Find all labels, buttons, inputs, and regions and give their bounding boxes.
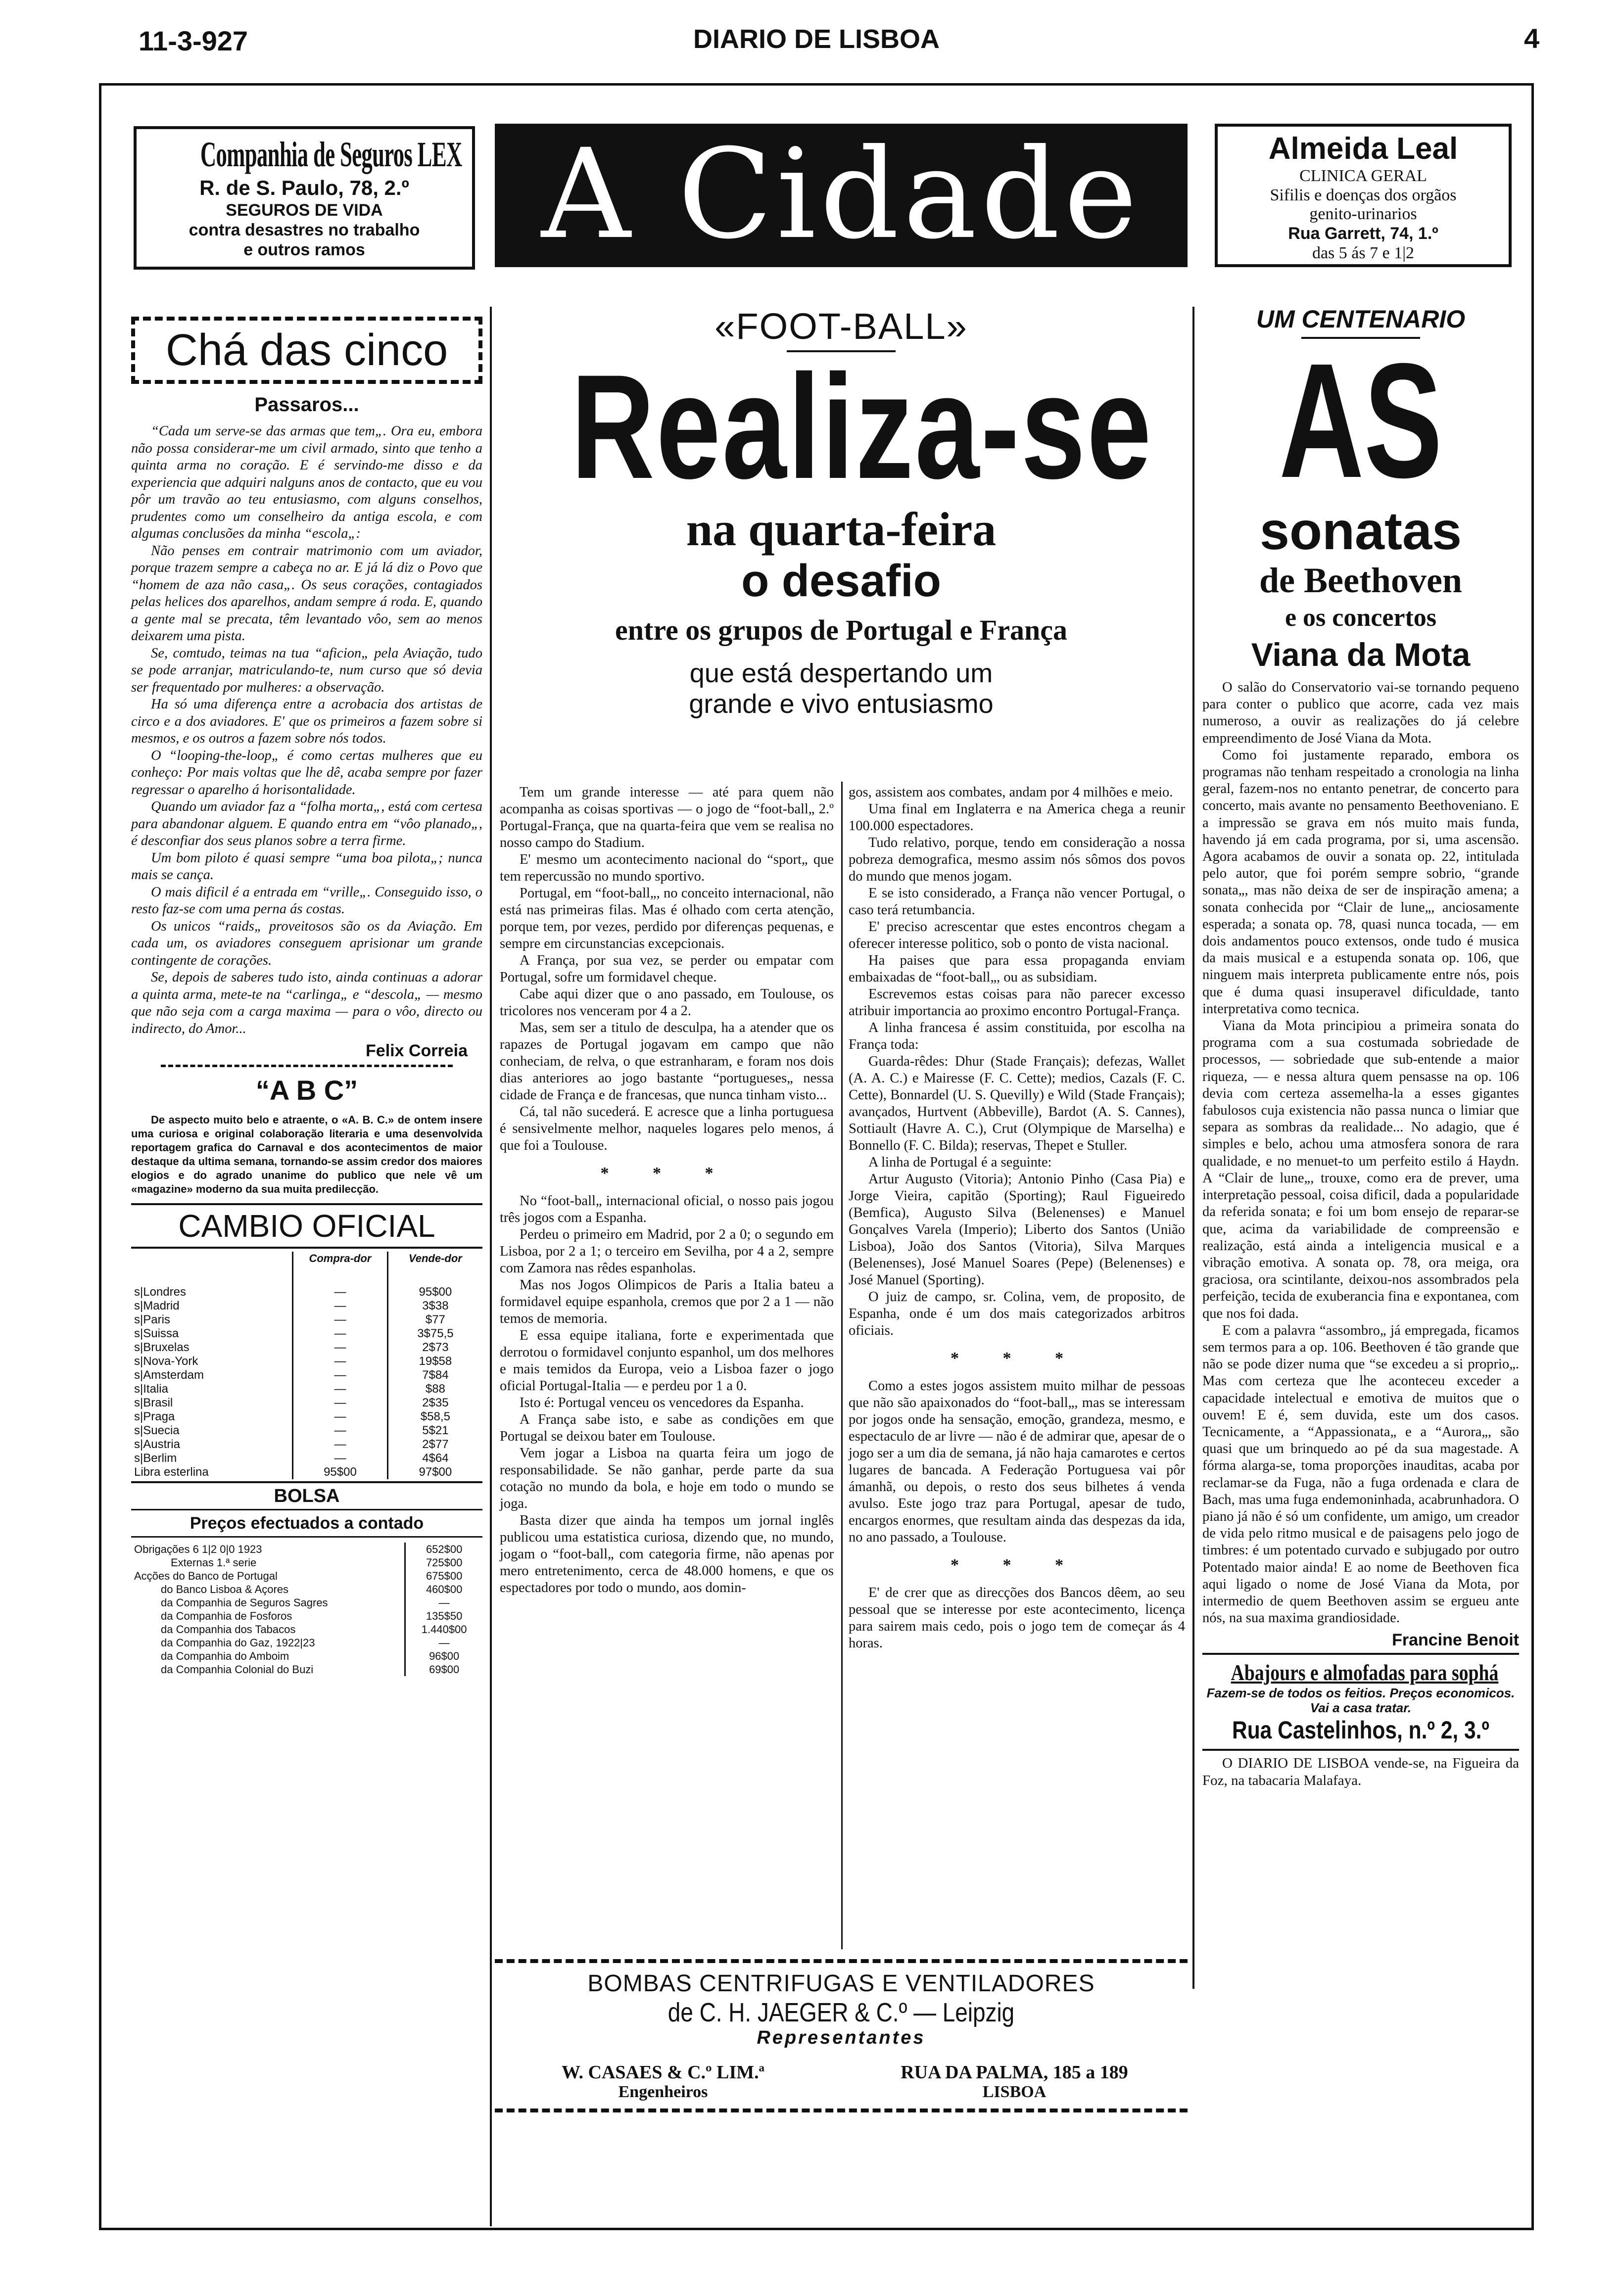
football-header xyxy=(495,307,1188,719)
ad-almeida-box xyxy=(1215,124,1512,267)
cambio-vende: 3$38 xyxy=(387,1299,482,1313)
cambio-compra: — xyxy=(293,1355,388,1368)
sonatas-line: e os concertos xyxy=(1285,604,1437,632)
cambio-label: s|Amsterdam xyxy=(134,1368,204,1382)
ad-bombas-city: LISBOA xyxy=(982,2083,1047,2101)
cambio-label: s|Austria xyxy=(134,1438,180,1451)
cambio-compra: — xyxy=(293,1299,388,1313)
table-row xyxy=(131,1285,482,1299)
left-column xyxy=(131,317,482,1676)
ad-lex-address: R. de S. Paulo, 78, 2.º xyxy=(199,176,409,199)
cambio-vende: 19$58 xyxy=(387,1355,482,1368)
football-deck: que está despertando um xyxy=(689,658,993,688)
bolsa-label: da Companhia de Fosforos xyxy=(161,1610,292,1622)
cambio-label: s|Suissa xyxy=(134,1327,179,1340)
paragraph: A linha francesa é assim constituida, por escolha na França toda: xyxy=(849,1020,1185,1052)
cambio-label: s|Madrid xyxy=(134,1299,180,1312)
bolsa-label: Obrigações 6 1|2 0|0 1923 xyxy=(134,1543,262,1555)
sonatas-body xyxy=(1202,679,1519,1627)
paragraph: Os unicos “raids„ proveitosos são os da Aviação. Em cada um, os aviadores conseguem aprisionar um grande contingente de corações. xyxy=(131,918,482,968)
paragraph: Portugal, em “foot-ball„, no conceito internacional, não está nas primeiras filas. Mas é olhado com certa atenção, porque tem, por vezes, perdido por diferenças pequenas, e sempre em circunstancias excepcionais. xyxy=(500,886,834,951)
cambio-compra: — xyxy=(293,1368,388,1382)
paragraph: A linha de Portugal é a seguinte: xyxy=(868,1155,1052,1170)
paragraph: Viana da Mota principiou a primeira sonata do programa com a sua costumada sobriedade de processos, — sobriedade que sub-entende a maior riqueza, — e nessa altura quem pensasse na op. 106 devia com certeza assemelha-la a esses gigantes fabulosos cuja existencia não passa nunca o limiar que separa as sombras da realidade... No adagio, que é simples e belo, achou uma atmosfera sonora de rara qualidade, e no menuet-to um perfeito estilo á Haydn. A “Clair de lune„, trouxe, como era de prever, uma interpretação pessoal, coisa dificil, dada a popularidade da referida sonata; e foi um bom ensejo de reparar-se que, acima da variabilidade de compreensão e realização, está ainda a inteligencia musical e a vibração emotiva. A sonata op. 78, ora meiga, ora graciosa, ora scintilante, deixou-nos assombrados pela perfeição, tecida de exuberancia fina e expontanea, com que nos foi dada. xyxy=(1202,1018,1519,1321)
cha-subtitle: Passaros... xyxy=(254,394,359,416)
bolsa-label: Externas 1.ª serie xyxy=(171,1556,257,1569)
cambio-compra: — xyxy=(293,1382,388,1396)
bolsa-label: da Companhia dos Tabacos xyxy=(161,1623,296,1636)
ad-bombas-right xyxy=(861,2062,1168,2102)
paragraph: gos, assistem aos combates, andam por 4 milhões e meio. xyxy=(849,785,1173,800)
section-title: A Cidade xyxy=(541,122,1142,266)
bolsa-value: 675$00 xyxy=(405,1569,482,1583)
table-row xyxy=(131,1636,482,1649)
football-headline: Realiza-se xyxy=(571,343,1153,510)
cambio-compra: — xyxy=(293,1285,388,1299)
paragraph: Se, comtudo, teimas na tua “aficion„ pela Aviação, tudo se pode arranjar, matriculando-te, num curso que só devia ser frequentado por mulheres: a observação. xyxy=(131,645,482,695)
divider xyxy=(1202,1749,1519,1751)
paragraph: A França sabe isto, e sabe as condições em que Portugal se deixou bater em Toulouse. xyxy=(500,1412,834,1444)
football-kicker: «FOOT-BALL» xyxy=(714,306,968,347)
bolsa-label: da Companhia Colonial do Buzi xyxy=(161,1663,314,1676)
bolsa-label: da Companhia do Gaz, 1922|23 xyxy=(161,1637,315,1649)
cambio-compra: — xyxy=(293,1327,388,1341)
paragraph: Guarda-rêdes: Dhur (Stade Français); defezas, Wallet (A. A. C.) e Mairesse (F. C. Cette); medios, Cazals (F. C. Cette), Bonnardel (U. S. Quevilly) e Wild (Stade Français); avançados, Hurtvent (Abbeville), Bardot (A. S. Cannes), Sottiault (Havre A. C.), Crut (Olympique de Marselha) e Bonnello (F. C. Bilda); reservas, Thepet e Stuller. xyxy=(849,1054,1185,1153)
divider xyxy=(131,1203,482,1205)
cambio-label: Libra esterlina xyxy=(134,1465,209,1479)
cambio-label: s|Bruxelas xyxy=(134,1341,190,1354)
paragraph: Quando um aviador faz a “folha morta„, está com certesa para abandonar alguem. E quando entra em “vôo planado„, é desconfiar dos seus planos sobre a terra firme. xyxy=(131,799,482,848)
abajours-title: Abajours e almofadas para sophá xyxy=(1231,1660,1499,1686)
ad-lex-line: SEGUROS DE VIDA xyxy=(226,201,383,220)
cambio-label: s|Italia xyxy=(134,1382,168,1396)
paragraph: E com a palavra “assombro„ já empregada, ficamos sem termos para a op. 106. Beethoven é tão grande que não se pode dizer numa que “se excedeu a si proprio„. Mas com certeza que lhe aconteceu exceder a capacidade intelectual e emotiva de muitos que o ouvem! E é, sem duvida, este um dos casos. Tecnicamente, a “Appassionata„ e a “Aurora„, são quasi que um brinquedo ao pé da sua magestade. A fórma alarga-se, toma proporções inauditas, acaba por reclamar-se da Fuga, não a fuga ordenada e clara de Bach, mas uma fuga endemoninhada, acabrunhadora. O piano já não é só um confidente, um amigo, um creador de vida pelo ritmo musical e de paisagens pelo jogo de timbres: é um potentado curvado e subjugado por outro Potentado maior ainda! E ao nome de Beethoven fica aqui ligado o nome de José Viana da Mota, por intermedio de quem Beethoven assim se ergueu ante nós, na sua maxima grandiosidade. xyxy=(1202,1322,1519,1626)
paragraph: Tudo relativo, porque, tendo em consideração a nossa pobreza demografica, mesmo assim nós sômos dos povos do mundo que menos jogam. xyxy=(849,835,1185,884)
paragraph: Isto é: Portugal venceu os vencedores da Espanha. xyxy=(520,1395,804,1410)
table-row xyxy=(131,1355,482,1368)
sonatas-line: de Beethoven xyxy=(1259,561,1462,600)
column-rule xyxy=(490,307,492,2226)
cambio-compra: 95$00 xyxy=(293,1465,388,1479)
bolsa-value: 652$00 xyxy=(405,1543,482,1556)
ad-bombas-company: W. CASAES & C.º LIM.ª xyxy=(562,2062,764,2083)
column-rule xyxy=(841,782,843,1949)
cambio-col-compra: Compra-dor xyxy=(293,1252,388,1265)
sonatas-line: sonatas xyxy=(1259,501,1462,561)
ad-almeida-line: CLINICA GERAL xyxy=(1299,167,1427,185)
bolsa-table xyxy=(131,1543,482,1676)
abc-title: “A B C” xyxy=(255,1075,358,1106)
football-column-a xyxy=(500,784,834,1596)
paragraph: O salão do Conservatorio vai-se tornando pequeno para conter o publico que acorre, cada vez mais numeroso, a ouvir as realizações do já celebre empreendimento de José Viana da Mota. xyxy=(1202,680,1519,746)
table-row xyxy=(131,1623,482,1636)
sonatas-line: Viana da Mota xyxy=(1251,636,1471,673)
paragraph: Ha paises que para essa propaganda enviam embaixadas de “foot-ball„, ou as subsidiam. xyxy=(849,953,1185,985)
bolsa-value: 725$00 xyxy=(405,1556,482,1569)
paragraph: Cabe aqui dizer que o ano passado, em Toulouse, os tricolores nos venceram por 4 a 2. xyxy=(500,986,834,1019)
newspaper-masthead: DIARIO DE LISBOA xyxy=(693,24,940,54)
cambio-table xyxy=(131,1252,482,1479)
paragraph: Cá, tal não sucederá. E acresce que a linha portuguesa é sensivelmente melhor, naqueles logares pelo menos, á que foi a Toulouse. xyxy=(500,1104,834,1153)
ad-almeida-line: Sifilis e doenças dos orgãos xyxy=(1270,186,1457,204)
ad-almeida-line: Rua Garrett, 74, 1.º xyxy=(1288,224,1438,243)
ad-lex-name: Companhia de Seguros LEX xyxy=(200,135,462,174)
bolsa-value: 135$50 xyxy=(405,1609,482,1623)
bolsa-value: 1.440$00 xyxy=(405,1623,482,1636)
ad-lex-line: contra desastres no trabalho xyxy=(189,221,420,239)
abc-text: De aspecto muito belo e atraente, o «A. B. C.» de ontem insere uma curiosa e original colaboração literaria e uma desenvolvida reportagem grafica do Carnaval e dos acontecimentos de maior destaque da ultima semana, tornando-se assim credor dos maiores elogios e do agrado unanime do publico que nele vê um «magazine» moderno da sua muita predilecção. xyxy=(131,1114,482,1195)
divider xyxy=(161,1065,453,1067)
cambio-compra: — xyxy=(293,1410,388,1424)
cha-signature: Felix Correia xyxy=(366,1041,468,1060)
section-stars: * * * xyxy=(951,1349,1083,1367)
table-row xyxy=(131,1569,482,1583)
bolsa-value: — xyxy=(405,1596,482,1609)
ad-bombas-company-sub: Engenheiros xyxy=(618,2083,708,2101)
abajours-line: Fazem-se de todos os feitios. Preços economicos. Vai a casa tratar. xyxy=(1206,1686,1515,1716)
table-row xyxy=(131,1465,482,1479)
divider xyxy=(131,1536,482,1538)
table-row xyxy=(131,1609,482,1623)
bolsa-title: BOLSA xyxy=(274,1486,340,1506)
cambio-col-vende: Vende-dor xyxy=(387,1252,482,1265)
paragraph: Tem um grande interesse — até para quem não acompanha as coisas sportivas — o jogo de “foot-ball„ 2.º Portugal-França, que na quarta-feira que vem se realisa no nosso campo do Stadium. xyxy=(500,785,834,850)
cambio-vende: $77 xyxy=(387,1313,482,1327)
cambio-vende: 2$73 xyxy=(387,1341,482,1355)
table-row xyxy=(131,1396,482,1410)
ad-almeida-line: das 5 ás 7 e 1|2 xyxy=(1312,244,1415,262)
cambio-compra: — xyxy=(293,1424,388,1438)
football-deck: na quarta-feira xyxy=(686,503,997,556)
cambio-vende: 4$64 xyxy=(387,1452,482,1465)
page-number: 4 xyxy=(1524,23,1540,54)
foz-notice: O DIARIO DE LISBOA vende-se, na Figueira da Foz, na tabacaria Malafaya. xyxy=(1202,1755,1519,1789)
table-row xyxy=(131,1452,482,1465)
bolsa-value: — xyxy=(405,1636,482,1649)
paragraph: Como a estes jogos assistem muito milhar de pessoas que não são apaixonados do “foot-ball„, mas se interessam por jogos onde ha sensação, emoção, grandeza, mesmo, e espectaculo de ar livre — não é de admirar que, apesar de o jogo ser a um dia de semana, já não haja camarotes e certos lugares de bancada. A Federação Portuguesa vai pôr ámanhã, ou depois, o resto dos seus bilhetes á venda avulso. Este jogo traz para Portugal, apesar de tudo, encargos enormes, que resultam ainda das despezas da ida, no ano passado, a Toulouse. xyxy=(849,1378,1185,1545)
ad-lex-line: e outros ramos xyxy=(243,240,365,259)
sonatas-signature: Francine Benoit xyxy=(1392,1631,1519,1650)
cambio-vende: 95$00 xyxy=(387,1285,482,1299)
paragraph: O mais dificil é a entrada em “vrille„. Conseguido isso, o resto faz-se com uma perna ás costas. xyxy=(131,884,482,917)
divider xyxy=(1202,1653,1519,1655)
paragraph: Se, depois de saberes tudo isto, ainda continuas a adorar a quinta arma, mete-te na “carlinga„ e “descola„ — mesmo que não seja com a carga maxima — para o vôo, directo ou indirecto, do Amor... xyxy=(131,970,482,1036)
paragraph: Mas, sem ser a titulo de desculpa, ha a atender que os rapazes de Portugal jogavam em campo que não conheciam, de relva, o que estranharam, e foram nos dois dias anteriores ao jogo bastante “portugueses„ nessa cidade de França e de francesas, que nunca tinham visto... xyxy=(500,1020,834,1103)
table-row xyxy=(131,1299,482,1313)
right-column xyxy=(1202,304,1519,1789)
football-deck: o desafio xyxy=(741,556,941,606)
cambio-label: s|Paris xyxy=(134,1313,170,1326)
paragraph: Como foi justamente reparado, embora os programas não tenham respeitado a cronologia na linha geral, fazem-nos no entanto penetrar, de concerto para concerto, mais avante no pensamento Beethoveniano. E a impressão se grava em nós muito mais funda, havendo já em cada programa, por si, uma ascensão. Agora acabamos de ouvir a sonata op. 22, intitulada pelo autor, que foi porém sempre sobrio, “grande sonata„, mas não deixa de ser de inspiração amena; a sonata conhecida por “Clair de lune„, anciosamente esperada; a sonata op. 78, quasi nunca tocada, — em dois andamentos pouco extensos, onde tudo é musica da mais musical e a estupenda sonata op. 106, que ninguem mais interpreta publicamente entre nós, pois que é duma quasi insuperavel dificuldade, tanto interpretativa como tecnica. xyxy=(1202,747,1519,1017)
table-row xyxy=(131,1596,482,1609)
cambio-vende: 97$00 xyxy=(387,1465,482,1479)
cambio-compra: — xyxy=(293,1396,388,1410)
section-stars: * * * xyxy=(951,1556,1083,1574)
table-row xyxy=(131,1368,482,1382)
paragraph: Ha só uma diferença entre a acrobacia dos artistas de circo e a dos aviadores. E' que os primeiros a fazem sobre si mesmos, e os outros a fazem sobre nós todos. xyxy=(131,697,482,746)
cambio-title: CAMBIO OFICIAL xyxy=(178,1208,435,1244)
cambio-vende: 5$21 xyxy=(387,1424,482,1438)
paragraph: Mas nos Jogos Olimpicos de Paris a Italia bateu a formidavel equipe espanhola, cremos que por 2 a 1 — não temos de memoria. xyxy=(500,1277,834,1326)
bolsa-label: da Companhia do Amboim xyxy=(161,1650,289,1662)
ad-bombas-address: RUA DA PALMA, 185 a 189 xyxy=(901,2062,1128,2083)
paragraph: E' de crer que as direcções dos Bancos dêem, ao seu pessoal que se interesse por este acontecimento, licença para sairem mais cedo, pois o jogo tem de começar ás 4 horas. xyxy=(849,1585,1185,1651)
bolsa-value: 69$00 xyxy=(405,1663,482,1676)
cambio-header-row xyxy=(131,1252,482,1265)
column-rule xyxy=(1192,307,1194,1989)
cambio-label: s|Berlim xyxy=(134,1452,177,1465)
section-stars: * * * xyxy=(600,1164,733,1182)
ad-bombas-line: Representantes xyxy=(757,2027,926,2048)
divider xyxy=(131,1247,482,1249)
section-banner xyxy=(495,124,1188,267)
table-row xyxy=(131,1341,482,1355)
table-row xyxy=(131,1438,482,1452)
bolsa-subtitle: Preços efectuados a contado xyxy=(190,1514,424,1533)
paragraph: O “looping-the-loop„ é como certas mulheres que eu conheço: Por mais voltas que lhe dê, acaba sempre por fazer regressar o aparelho á horisontalidade. xyxy=(131,748,482,797)
bolsa-label: Acções do Banco de Portugal xyxy=(134,1570,278,1582)
paragraph: E se isto considerado, a França não vencer Portugal, o caso terá retumbancia. xyxy=(849,886,1185,918)
football-deck: grande e vivo entusiasmo xyxy=(689,689,994,719)
table-row xyxy=(131,1313,482,1327)
paragraph: E' mesmo um acontecimento nacional do “sport„ que tem repercussão no mundo sportivo. xyxy=(500,852,834,884)
ad-bombas-left xyxy=(524,2062,802,2102)
cambio-label: s|Praga xyxy=(134,1410,175,1423)
sonatas-big: AS xyxy=(1279,329,1443,512)
cambio-vende: $58,5 xyxy=(387,1410,482,1424)
cambio-vende: 7$84 xyxy=(387,1368,482,1382)
cambio-vende: 2$77 xyxy=(387,1438,482,1452)
cambio-label: s|Nova-York xyxy=(134,1355,198,1368)
football-column-b xyxy=(849,784,1185,1652)
football-deck: entre os grupos de Portugal e França xyxy=(615,614,1067,646)
table-row xyxy=(131,1327,482,1341)
cambio-label: s|Londres xyxy=(134,1285,186,1299)
paragraph: Artur Augusto (Vitoria); Antonio Pinho (Casa Pia) e Jorge Vieira, capitão (Sporting); Raul Figueiredo (Bemfica), Augusto Silva (Belenenses) e Manuel Gonçalves Varela (Imperio); Liberto dos Santos (União Lisboa), João dos Santos (Vitoria), Silva Marques (Belenenses), José Manuel Soares (Pepe) (Belenenses) e José Manuel (Sporting). xyxy=(849,1171,1185,1288)
paragraph: Uma final em Inglaterra e na America chega a reunir 100.000 espectadores. xyxy=(849,801,1185,834)
cambio-label: s|Suecia xyxy=(134,1424,180,1437)
table-row xyxy=(131,1424,482,1438)
cha-title: Chá das cinco xyxy=(165,326,448,375)
ad-bombas-line: BOMBAS CENTRIFUGAS E VENTILADORES xyxy=(587,1970,1095,1997)
paragraph: Basta dizer que ainda ha tempos um jornal inglês publicou uma estatistica curiosa, dizendo que, no mundo, jogam o “foot-ball„ com categoria firme, não apenas por mero entretenimento, cerca de 48.000 homens, e que os espectadores por todo o mundo, aos domin- xyxy=(500,1513,834,1595)
issue-date: 11-3-927 xyxy=(139,25,248,56)
table-row xyxy=(131,1410,482,1424)
table-row xyxy=(131,1583,482,1596)
cha-body xyxy=(131,423,482,1037)
paragraph: Vem jogar a Lisboa na quarta feira um jogo de responsabilidade. Se não ganhar, perde parte da sua cotação no mundo da bola, e hoje em todo o mundo se joga. xyxy=(500,1446,834,1511)
cambio-vende: 2$35 xyxy=(387,1396,482,1410)
sonatas-kicker: UM CENTENARIO xyxy=(1256,305,1466,333)
paragraph: E essa equipe italiana, forte e experimentada que derrotou o formidavel conjunto espanhol, um dos melhores e mais temidos da Europa, veio a Lisboa fazer o jogo oficial Portugal-Italia — e perdeu por 1 a 0. xyxy=(500,1328,834,1394)
divider xyxy=(131,1481,482,1483)
cambio-vende: 3$75,5 xyxy=(387,1327,482,1341)
paragraph: E' preciso acrescentar que estes encontros chegam a oferecer interesse politico, sob o ponto de vista nacional. xyxy=(849,919,1185,951)
bolsa-label: do Banco Lisboa & Açores xyxy=(161,1583,289,1595)
paragraph: Escrevemos estas coisas para não parecer excesso atribuir importancia ao proximo encontro Portugal-França. xyxy=(849,986,1185,1019)
paragraph: O juiz de campo, sr. Colina, vem, de proposito, de Espanha, onde é um dos mais categorizados arbitros oficiais. xyxy=(849,1289,1185,1338)
paragraph: Não penses em contrair matrimonio com um aviador, porque trazem sempre a cabeça no ar. E já lá diz o Povo que “homem de aza não casa„. Os seus corações, contagiados pelas helices dos aparelhos, andam sempre á roda. E, quando a gente mal se precata, têm levantado vôo, sem ao menos deixarem uma pista. xyxy=(131,543,482,644)
paragraph: Um bom piloto é quasi sempre “uma boa pilota„; nunca mais se cança. xyxy=(131,850,482,883)
bolsa-label: da Companhia de Seguros Sagres xyxy=(161,1596,328,1609)
ad-lex-box xyxy=(134,126,475,270)
ad-almeida-name: Almeida Leal xyxy=(1268,132,1458,166)
ad-bombas-line: de C. H. JAEGER & C.º — Leipzig xyxy=(667,1998,1015,2027)
paragraph: No “foot-ball„ internacional oficial, o nosso pais jogou três jogos com a Espanha. xyxy=(500,1193,834,1225)
cambio-vende: $88 xyxy=(387,1382,482,1396)
cambio-compra: — xyxy=(293,1452,388,1465)
paragraph: Perdeu o primeiro em Madrid, por 2 a 0; o segundo em Lisboa, por 2 a 1; o terceiro em Sevilha, por 4 a 2, sempre com Zamora nas rêdes espanholas. xyxy=(500,1227,834,1276)
ad-bombas-box xyxy=(495,1959,1188,2112)
paragraph: “Cada um serve-se das armas que tem„. Ora eu, embora não possa considerar-me um civil armado, sinto que tenho a quinta arma no coração. E é servindo-me disso e da experiencia que adquiri nalguns anos de contacto, que eu vou pôr um travão ao teu entusiasmo, com alguns conselhos, prudentes como um conselheiro da antiga escola, e com algumas conclusões da minha “escola„: xyxy=(131,423,482,541)
table-row xyxy=(131,1649,482,1663)
bolsa-value: 460$00 xyxy=(405,1583,482,1596)
cambio-compra: — xyxy=(293,1313,388,1327)
bolsa-value: 96$00 xyxy=(405,1649,482,1663)
table-row xyxy=(131,1382,482,1396)
abajours-address: Rua Castelinhos, n.º 2, 3.º xyxy=(1232,1716,1489,1744)
divider xyxy=(131,1509,482,1510)
table-row xyxy=(131,1556,482,1569)
cambio-label: s|Brasil xyxy=(134,1396,173,1409)
table-row xyxy=(131,1663,482,1676)
ad-almeida-line: genito-urinarios xyxy=(1309,205,1417,223)
cambio-compra: — xyxy=(293,1438,388,1452)
table-row xyxy=(131,1543,482,1556)
cambio-compra: — xyxy=(293,1341,388,1355)
paragraph: A França, por sua vez, se perder ou empatar com Portugal, sofre um formidavel cheque. xyxy=(500,953,834,985)
cha-title-box xyxy=(131,317,482,384)
